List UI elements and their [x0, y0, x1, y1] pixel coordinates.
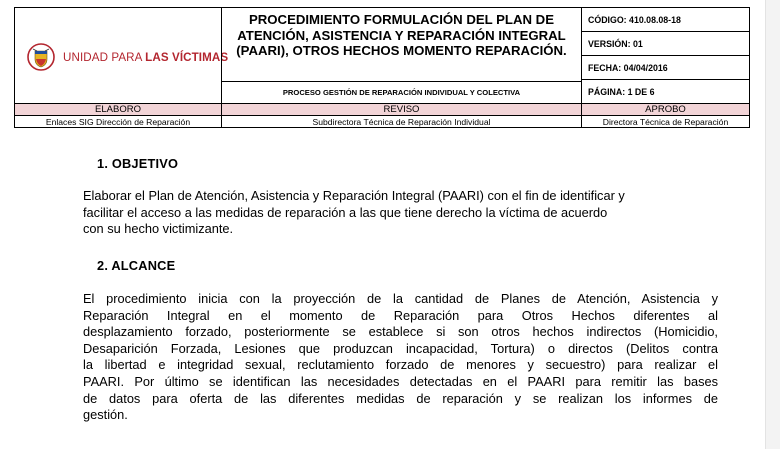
- coat-of-arms-icon: [27, 42, 55, 72]
- unidad-victimas-logo: [27, 40, 228, 74]
- title-cell: [221, 7, 582, 82]
- process-name: PROCESO GESTIÓN DE REPARACIÓN INDIVIDUAL Y COLECTIVA: [282, 88, 521, 97]
- logo-cell: [14, 7, 229, 104]
- paragraph-line: con su hecho victimizante.: [83, 221, 234, 237]
- logo-text: UNIDAD PARA LAS VÍCTIMAS: [63, 50, 229, 64]
- fecha: FECHA: 04/04/2016: [588, 63, 668, 73]
- aprobo-label: APROBO: [645, 104, 686, 115]
- paragraph-line: gestión.: [83, 407, 128, 423]
- reviso-label: REVISO: [383, 104, 420, 115]
- paragraph-line: desplazamiento forzado, posteriormente se establece si son otros hechos indirectos (Homicidio,: [83, 324, 718, 340]
- aprobo-value-cell: [581, 115, 750, 128]
- version: VERSIÓN: 01: [588, 39, 643, 49]
- process-cell: [221, 81, 582, 104]
- pagina: PÁGINA: 1 DE 6: [588, 87, 655, 97]
- page-edge-scrollbar: [765, 0, 780, 449]
- elaboro-value: Enlaces SIG Dirección de Reparación: [45, 117, 191, 127]
- paragraph-line: Elaborar el Plan de Atención, Asistencia y Reparación Integral (PAARI) con el fin de identificar y: [83, 188, 625, 203]
- paragraph-line: El procedimiento inicia con la proyección de la cantidad de Planes de Atención, Asistencia y: [83, 291, 718, 306]
- paragraph-line: Reparación Integral en el momento de Reparación para Otros Hechos diferentes al: [83, 307, 718, 323]
- version-cell: [581, 31, 750, 56]
- fecha-cell: [581, 55, 750, 80]
- paragraph-line: Desaparición Forzada, Lesiones que produzcan incapacidad, Tortura) o directos (Delitos contra: [83, 340, 718, 356]
- paragraph-line: de datos para oferta de las diferentes medidas de reparación y se realizan los informes de: [83, 390, 718, 406]
- paragraph-line: facilitar el acceso a las medidas de reparación a las que tiene derecho la víctima de acuerdo: [83, 204, 608, 220]
- paragraph-line: la libertad e integridad sexual, reclutamiento forzado de menores y secuestro) para realizar el: [83, 357, 718, 373]
- codigo-cell: [581, 7, 750, 32]
- document-header-table: [14, 7, 750, 135]
- elaboro-value-cell: [14, 115, 222, 128]
- objetivo-paragraph: [83, 188, 718, 238]
- paragraph-line: PAARI. Por último se identifican las necesidades detectadas en el PAARI para remitir las bases: [83, 373, 718, 389]
- alcance-paragraph: [83, 291, 718, 424]
- codigo: CÓDIGO: 410.08.08-18: [588, 15, 681, 25]
- document-title: PROCEDIMIENTO FORMULACIÓN DEL PLAN DE ATENCIÓN, ASISTENCIA Y REPARACIÓN INTEGRAL (PAARI), OTROS HECHOS MOMENTO REPARACIÓN.: [236, 12, 567, 58]
- objetivo-heading: 1. OBJETIVO: [97, 156, 179, 171]
- alcance-heading: 2. ALCANCE: [97, 258, 176, 273]
- pagina-cell: [581, 79, 750, 104]
- reviso-value: Subdirectora Técnica de Reparación Individual: [312, 117, 491, 127]
- aprobo-value: Directora Técnica de Reparación: [602, 117, 729, 127]
- elaboro-label: ELABORO: [95, 104, 141, 115]
- reviso-value-cell: [221, 115, 582, 128]
